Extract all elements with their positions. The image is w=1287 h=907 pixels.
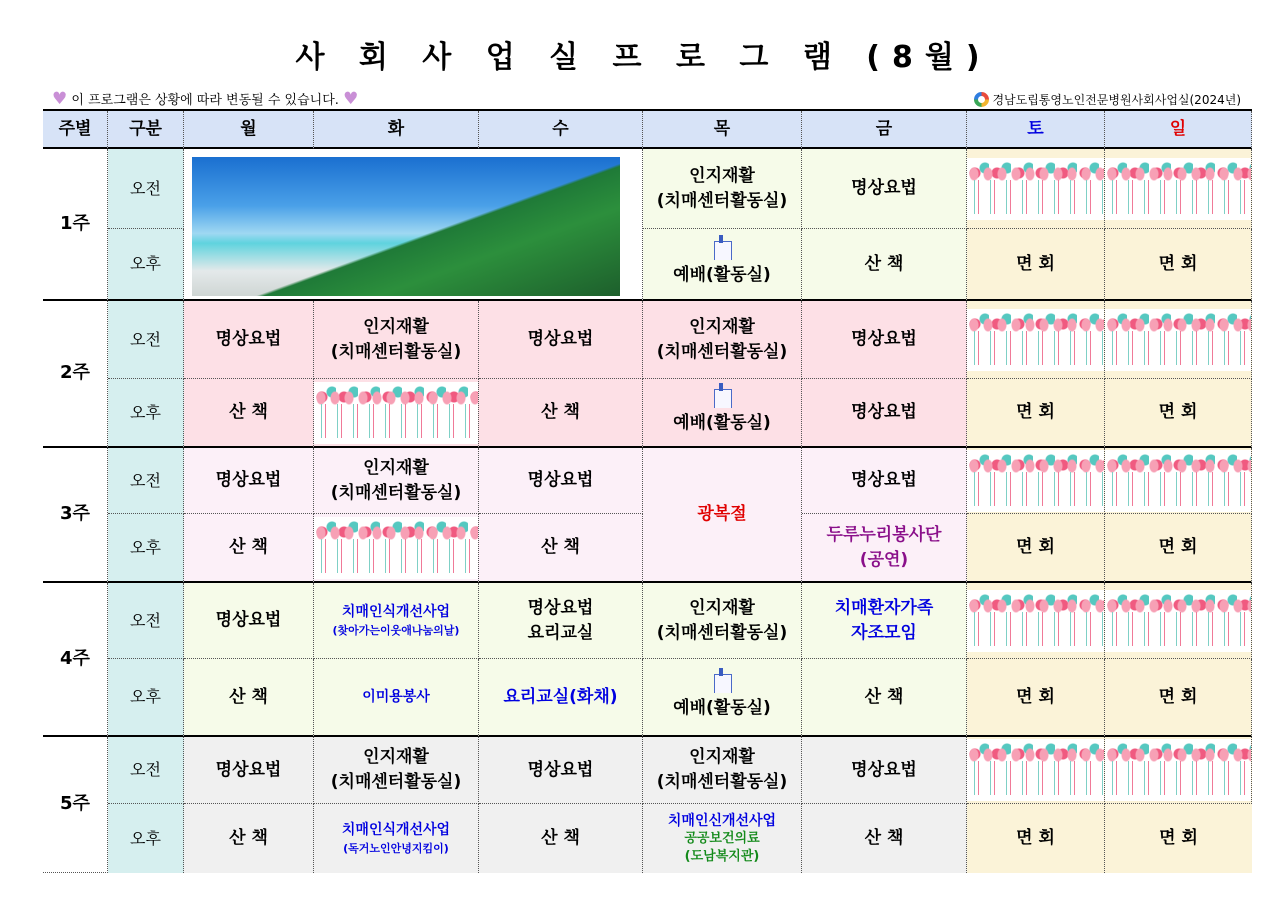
cell-w3-pm-sun: 면 회	[1105, 514, 1252, 583]
cell-w4-am-tue: 치매인식개선사업 (찾아가는이웃애나눔의날)	[314, 583, 479, 659]
heart-icon: ♥	[52, 89, 68, 109]
header-sun: 일	[1105, 111, 1252, 149]
tulip-decoration	[1105, 301, 1252, 379]
am-label: 오전	[108, 737, 184, 804]
tulip-decoration	[314, 379, 479, 448]
week-label: 5주	[43, 737, 108, 873]
cell-w2-am-thu: 인지재활 (치매센터활동실)	[643, 301, 802, 379]
heart-icon: ♥	[343, 89, 359, 109]
cell-w2-pm-sun: 면 회	[1105, 379, 1252, 448]
cell-w3-am-wed: 명상요법	[479, 448, 643, 514]
week-label: 2주	[43, 301, 108, 448]
organization	[974, 91, 1241, 108]
cell-w5-pm-wed: 산 책	[479, 804, 643, 873]
cell-w1-pm-sun: 면 회	[1105, 229, 1252, 301]
cell-w4-pm-fri: 산 책	[802, 659, 967, 737]
cell-w4-pm-tue: 이미용봉사	[314, 659, 479, 737]
cell-w4-pm-thu: 예배(활동실)	[643, 659, 802, 737]
tulip-decoration	[1105, 583, 1252, 659]
cell-w2-pm-wed: 산 책	[479, 379, 643, 448]
cell-w2-am-tue: 인지재활 (치매센터활동실)	[314, 301, 479, 379]
cell-w2-pm-sat: 면 회	[967, 379, 1105, 448]
cell-w1-am-thu: 인지재활 (치매센터활동실)	[643, 149, 802, 229]
cell-w5-pm-mon: 산 책	[184, 804, 314, 873]
cell-w4-am-fri: 치매환자가족 자조모임	[802, 583, 967, 659]
cell-w1-am-fri: 명상요법	[802, 149, 967, 229]
tulip-decoration	[967, 301, 1105, 379]
cell-w4-am-mon: 명상요법	[184, 583, 314, 659]
week-label: 1주	[43, 149, 108, 301]
notice-text: 이 프로그램은 상황에 따라 변동될 수 있습니다.	[71, 93, 339, 108]
pm-label: 오후	[108, 229, 184, 301]
cell-w5-am-mon: 명상요법	[184, 737, 314, 804]
tulip-decoration	[1105, 448, 1252, 514]
cell-w5-pm-sun: 면 회	[1105, 804, 1252, 873]
tulip-decoration	[967, 737, 1105, 804]
cell-w3-am-fri: 명상요법	[802, 448, 967, 514]
cell-w5-am-wed: 명상요법	[479, 737, 643, 804]
tulip-decoration	[1105, 737, 1252, 804]
cell-w5-am-fri: 명상요법	[802, 737, 967, 804]
pm-label: 오후	[108, 804, 184, 873]
hospital-logo-icon	[974, 92, 989, 107]
tulip-decoration	[967, 448, 1105, 514]
cell-w4-pm-sun: 면 회	[1105, 659, 1252, 737]
cell-w5-pm-sat: 면 회	[967, 804, 1105, 873]
pm-label: 오후	[108, 514, 184, 583]
tulip-decoration	[967, 149, 1105, 229]
cell-w4-pm-sat: 면 회	[967, 659, 1105, 737]
notice	[52, 89, 358, 109]
tulip-decoration	[314, 514, 479, 583]
cell-w5-am-tue: 인지재활 (치매센터활동실)	[314, 737, 479, 804]
cell-w3-pm-mon: 산 책	[184, 514, 314, 583]
cell-w4-pm-mon: 산 책	[184, 659, 314, 737]
cell-w5-pm-fri: 산 책	[802, 804, 967, 873]
cell-w3-am-mon: 명상요법	[184, 448, 314, 514]
week-label: 4주	[43, 583, 108, 737]
cell-w4-am-wed: 명상요법 요리교실	[479, 583, 643, 659]
tulip-decoration	[967, 583, 1105, 659]
cell-w3-thu-holiday: 광복절	[643, 448, 802, 583]
cell-w2-pm-fri: 명상요법	[802, 379, 967, 448]
header-fri: 금	[802, 111, 967, 149]
cell-w1-pm-sat: 면 회	[967, 229, 1105, 301]
cell-w1-pm-fri: 산 책	[802, 229, 967, 301]
am-label: 오전	[108, 583, 184, 659]
header-tue: 화	[314, 111, 479, 149]
cell-w4-am-thu: 인지재활 (치매센터활동실)	[643, 583, 802, 659]
am-label: 오전	[108, 149, 184, 229]
church-icon	[692, 241, 752, 263]
cell-w5-am-thu: 인지재활 (치매센터활동실)	[643, 737, 802, 804]
header-wed: 수	[479, 111, 643, 149]
cell-w2-am-wed: 명상요법	[479, 301, 643, 379]
church-icon	[692, 674, 752, 696]
cell-w3-pm-fri: 두루누리봉사단 (공연)	[802, 514, 967, 583]
pm-label: 오후	[108, 379, 184, 448]
organization-name: 경남도립통영노인전문병원사회사업실(2024년)	[992, 93, 1241, 107]
am-label: 오전	[108, 448, 184, 514]
cell-w3-pm-sat: 면 회	[967, 514, 1105, 583]
header-sat: 토	[967, 111, 1105, 149]
week-label: 3주	[43, 448, 108, 583]
header-mon: 월	[184, 111, 314, 149]
am-label: 오전	[108, 301, 184, 379]
cell-w2-am-fri: 명상요법	[802, 301, 967, 379]
cell-w2-pm-thu: 예배(활동실)	[643, 379, 802, 448]
cell-w2-pm-mon: 산 책	[184, 379, 314, 448]
cell-w5-pm-tue: 치매인식개선사업 (독거노인안녕지킴이)	[314, 804, 479, 873]
cell-w5-pm-thu: 치매인신개선사업 공공보건의료 (도남복지관)	[643, 804, 802, 873]
cell-w3-pm-wed: 산 책	[479, 514, 643, 583]
header-thu: 목	[643, 111, 802, 149]
page-title: 사 회 사 업 실 프 로 그 램 (8월)	[295, 40, 992, 75]
cell-w2-am-mon: 명상요법	[184, 301, 314, 379]
pm-label: 오후	[108, 659, 184, 737]
tulip-decoration	[1105, 149, 1252, 229]
cell-w3-am-tue: 인지재활 (치매센터활동실)	[314, 448, 479, 514]
header-week: 주별	[43, 111, 108, 149]
cell-w4-pm-wed: 요리교실(화채)	[479, 659, 643, 737]
church-icon	[692, 389, 752, 411]
header-gubun: 구분	[108, 111, 184, 149]
cell-w1-pm-thu: 예배(활동실)	[643, 229, 802, 301]
beach-photo	[192, 157, 620, 296]
